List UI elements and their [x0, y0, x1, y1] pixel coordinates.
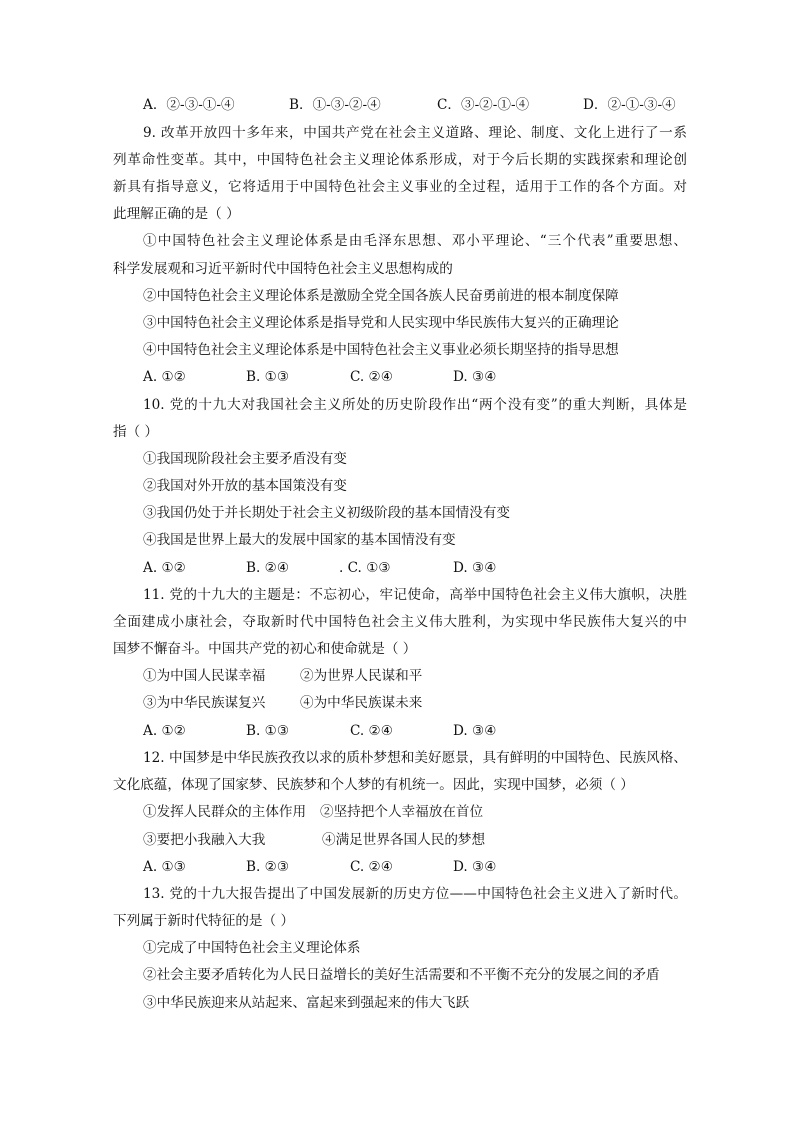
q13-item: ③中华民族迎来从站起来、富起来到强起来的伟大飞跃	[143, 995, 470, 1011]
q11-option-a: A. ①②	[143, 723, 186, 739]
q10-item: ④我国是世界上最大的发展中国家的基本国情没有变	[143, 532, 456, 548]
q12-stem-line: 12. 中国梦是中华民族孜孜以求的质朴梦想和美好愿景，具有鲜明的中国特色、民族风格、	[143, 750, 687, 766]
q9-item: ④中国特色社会主义理论体系是中国特色社会主义事业必须长期坚持的指导思想	[143, 342, 619, 358]
q10-option-b: B. ②④	[246, 560, 290, 576]
q12-option-b: B. ②③	[246, 859, 290, 875]
q10-option-a: A. ①②	[143, 560, 186, 576]
q10-stem-line: 10. 党的十九大对我国社会主义所处的历史阶段作出“两个没有变”的重大判断，具体是	[143, 397, 687, 413]
q11-item: ④为中华民族谋未来	[300, 695, 423, 711]
q11-option-d: D. ③④	[453, 723, 497, 739]
q9-item: ①中国特色社会主义理论体系是由毛泽东思想、邓小平理论、“三个代表”重要思想、	[143, 233, 687, 249]
q11-stem-line: 国梦不懈奋斗。中国共产党的初心和使命就是（ ）	[113, 641, 417, 657]
q11-option-c: C. ②④	[350, 723, 393, 739]
q9-stem-line: 9. 改革开放四十多年来，中国共产党在社会主义道路、理论、制度、文化上进行了一系	[143, 125, 687, 141]
q11-stem-line: 全面建成小康社会，夺取新时代中国特色社会主义伟大胜利，为实现中华民族伟大复兴的中	[113, 614, 687, 630]
q12-option-a: A. ①③	[143, 859, 186, 875]
q13-stem-line: 下列属于新时代特征的是（ ）	[113, 913, 295, 929]
q9-option-c: C. ②④	[350, 369, 393, 385]
q11-item: ①为中国人民谋幸福	[143, 668, 266, 684]
q12-option-c: C. ②④	[350, 859, 393, 875]
q11-item: ③为中华民族谋复兴	[143, 695, 266, 711]
q11-option-b: B. ①③	[246, 723, 290, 739]
q12-item: ④满足世界各国人民的梦想	[322, 832, 486, 848]
q11-item: ②为世界人民谋和平	[300, 668, 423, 684]
q12-option-d: D. ③④	[453, 859, 497, 875]
q10-option-d: D. ③④	[453, 560, 497, 576]
q8-option-c: C．③-②-①-④	[437, 97, 530, 113]
q12-item: ③要把小我融入大我	[143, 832, 266, 848]
q12-item: ②坚持把个人幸福放在首位	[320, 804, 484, 820]
q13-item: ①完成了中国特色社会主义理论体系	[143, 940, 361, 956]
q12-item: ①发挥人民群众的主体作用	[143, 804, 307, 820]
q8-option-b: B．①-③-②-④	[289, 97, 381, 113]
q11-stem-line: 11. 党的十九大的主题是：不忘初心，牢记使命，高举中国特色社会主义伟大旗帜，决胜	[143, 587, 687, 603]
q9-stem-line: 新具有指导意义，它将适用于中国特色社会主义事业的全过程，适用于工作的各个方面。对	[113, 179, 687, 195]
q10-item: ①我国现阶段社会主要矛盾没有变	[143, 451, 347, 467]
q13-stem-line: 13. 党的十九大报告提出了中国发展新的历史方位——中国特色社会主义进入了新时代。	[143, 886, 687, 902]
q9-stem-line: 此理解正确的是（ ）	[113, 206, 240, 222]
q8-option-a: A．②-③-①-④	[143, 97, 235, 113]
q9-option-b: B. ①③	[246, 369, 290, 385]
q10-stem-line: 指（ ）	[113, 424, 159, 440]
q9-stem-line: 列革命性变革。其中，中国特色社会主义理论体系形成，对于今后长期的实践探索和理论创	[113, 152, 687, 168]
q9-option-d: D. ③④	[453, 369, 497, 385]
q10-option-c: . C. ①③	[339, 560, 391, 576]
q9-item: ③中国特色社会主义理论体系是指导党和人民实现中华民族伟大复兴的正确理论	[143, 315, 619, 331]
q12-stem-line: 文化底蕴，体现了国家梦、民族梦和个人梦的有机统一。因此，实现中国梦，必须（ ）	[113, 777, 634, 793]
q9-item: 科学发展观和习近平新时代中国特色社会主义思想构成的	[113, 261, 453, 277]
q9-option-a: A. ①②	[143, 369, 186, 385]
q8-option-d: D．②-①-③-④	[583, 97, 676, 113]
q13-item: ②社会主要矛盾转化为人民日益增长的美好生活需要和不平衡不充分的发展之间的矛盾	[143, 967, 660, 983]
q10-item: ②我国对外开放的基本国策没有变	[143, 478, 347, 494]
q9-item: ②中国特色社会主义理论体系是激励全党全国各族人民奋勇前进的根本制度保障	[143, 288, 619, 304]
q10-item: ③我国仍处于并长期处于社会主义初级阶段的基本国情没有变	[143, 505, 511, 521]
